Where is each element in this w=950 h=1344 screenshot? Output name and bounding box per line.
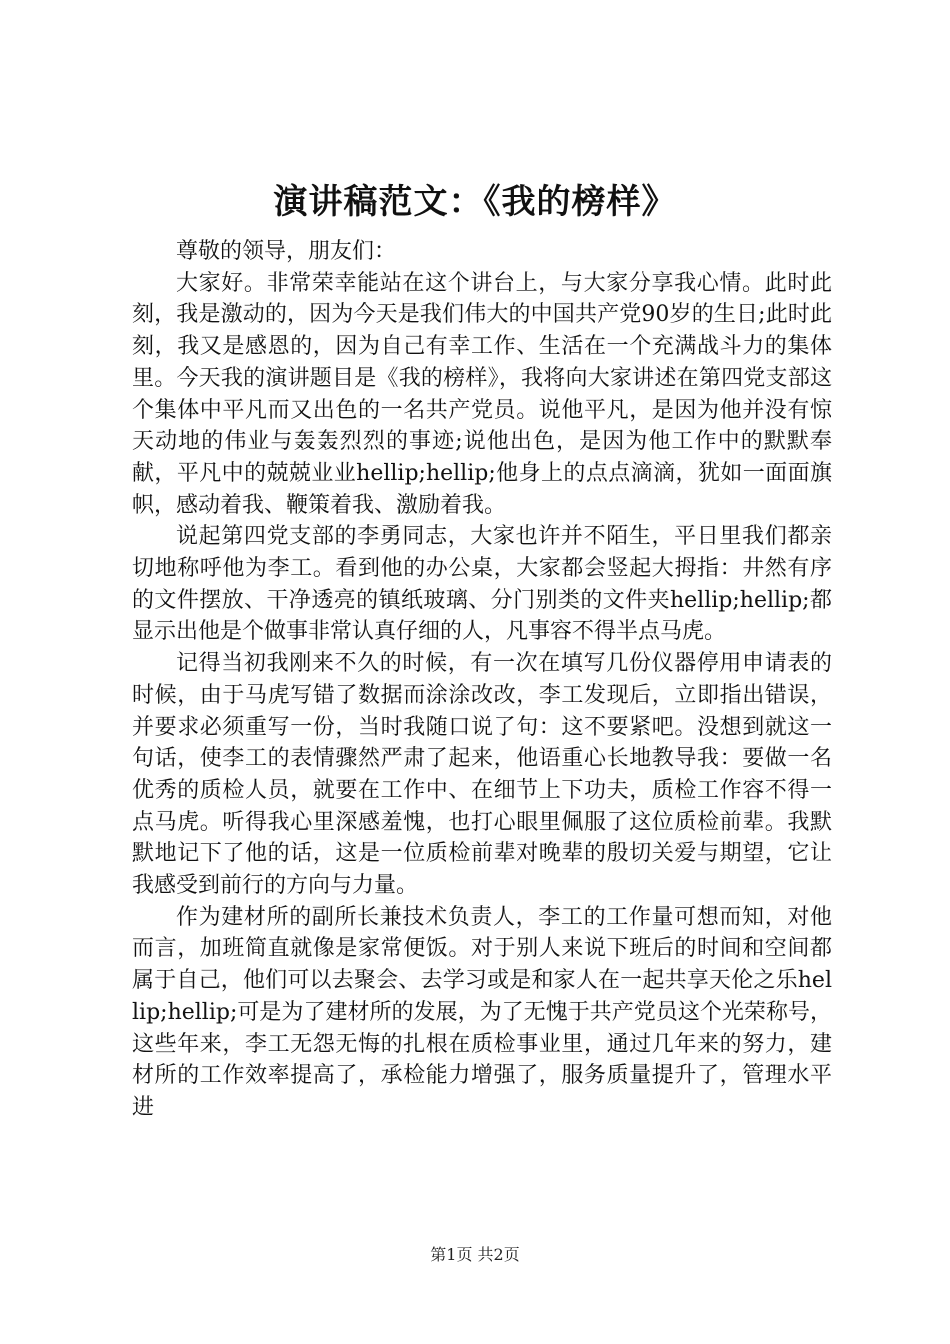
salutation-paragraph: 尊敬的领导，朋友们：	[176, 239, 397, 264]
body-paragraph-4: 作为建材所的副所长兼技术负责人，李工的工作量可想而知，对他而言，加班简直就像是家常便饭。对于别人来说下班后的时间和空间都属于自己，他们可以去聚会、去学习或是和家人在一起共享天伦之乐hellip;hellip;可是为了建材所的发展，为了无愧于共产党员这个光荣称号，这些年来，李工无怨无悔的扎根在质检事业里，通过几年来的努力，建材所的工作效率提高了，承检能力增强了，服务质量提升了，管理水平进	[132, 904, 832, 1120]
body-paragraph-1: 大家好。非常荣幸能站在这个讲台上，与大家分享我心情。此时此刻，我是激动的，因为今天是我们伟大的中国共产党90岁的生日;此时此刻，我又是感恩的，因为自己有幸工作、生活在一个充满战斗力的集体里。今天我的演讲题目是《我的榜样》，我将向大家讲述在第四党支部这个集体中平凡而又出色的一名共产党员。说他平凡，是因为他并没有惊天动地的伟业与轰轰烈烈的事迹;说他出色，是因为他工作中的默默奉献，平凡中的兢兢业业hellip;hellip;他身上的点点滴滴，犹如一面面旗帜，感动着我、鞭策着我、激励着我。	[132, 270, 832, 518]
document-body	[132, 236, 832, 1124]
document-title: 演讲稿范文：《我的榜样》	[273, 182, 677, 222]
body-paragraph-2: 说起第四党支部的李勇同志，大家也许并不陌生，平日里我们都亲切地称呼他为李工。看到他的办公桌，大家都会竖起大拇指：井然有序的文件摆放、干净透亮的镇纸玻璃、分门别类的文件夹hellip;hellip;都显示出他是个做事非常认真仔细的人，凡事容不得半点马虎。	[132, 524, 832, 645]
body-paragraph-3: 记得当初我刚来不久的时候，有一次在填写几份仪器停用申请表的时候，由于马虎写错了数据而涂涂改改，李工发现后，立即指出错误，并要求必须重写一份，当时我随口说了句：这不要紧吧。没想到就这一句话，使李工的表情骤然严肃了起来，他语重心长地教导我：要做一名优秀的质检人员，就要在工作中、在细节上下功夫，质检工作容不得一点马虎。听得我心里深感羞愧，也打心眼里佩服了这位质检前辈。我默默地记下了他的话，这是一位质检前辈对晚辈的殷切关爱与期望，它让我感受到前行的方向与力量。	[132, 651, 832, 899]
page-number-footer: 第1页 共2页	[430, 1245, 520, 1264]
